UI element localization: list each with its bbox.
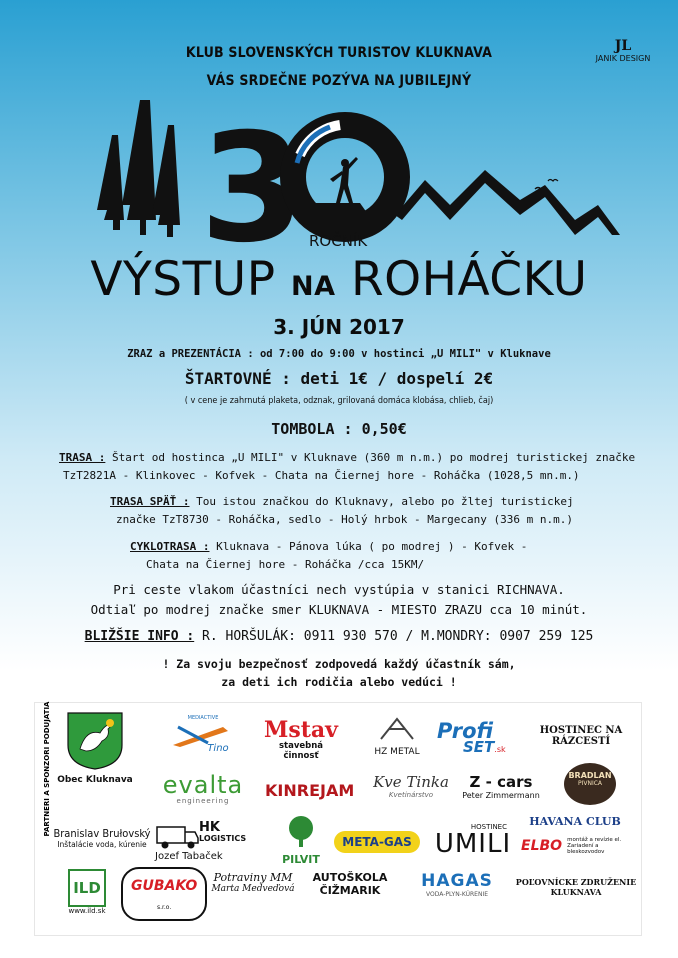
hk-sub: LOGISTICS	[199, 834, 247, 843]
zcars-sub: Peter Zimmermann	[462, 791, 540, 800]
profi-sk: .sk	[494, 745, 506, 754]
bradlan-sub: PIVNICA	[577, 780, 603, 787]
mstav-sub: stavebná činnosť	[278, 741, 324, 761]
tree-icon	[97, 100, 180, 237]
cyklo-line-2: Chata na Čiernej hore - Roháčka /cca 15KM/	[146, 558, 425, 571]
sponsor-ild	[55, 869, 119, 915]
trasa-text-1: Štart od hostinca „U MILI" v Kluknave (360 m n.m.) po modrej turistickej značke	[111, 451, 636, 464]
ild-name: ILD	[68, 869, 106, 907]
sponsor-pilvit	[271, 815, 331, 866]
sponsor-z-cars	[451, 773, 551, 800]
potraviny-sub: Marta Medveďová	[211, 884, 295, 894]
sponsor-kvetinka	[365, 773, 457, 799]
hz-label: HZ METAL	[374, 747, 420, 757]
brulovsky-name: Branislav Brułovský	[53, 827, 151, 840]
gubako-name: GUBAKO	[131, 878, 198, 894]
trasa-line-2: TzT2821A - Klinkovec - Kofvek - Chata na Čiernej hore - Roháčka (1028,5 mn.m.)	[63, 469, 580, 482]
sponsor-autoskola	[305, 871, 395, 897]
sponsor-hk-logistics	[155, 821, 275, 862]
mstav-name: Mstav	[264, 717, 338, 743]
mountain-range-icon	[395, 170, 620, 235]
hz-metal-logo-icon	[377, 715, 417, 743]
sponsor-hagas	[401, 871, 513, 898]
polovnicke-line-2: KLUKNAVA	[550, 887, 602, 897]
sponsor-kinrejam: KINREJAM	[265, 781, 355, 800]
sponsor-gubako	[121, 867, 207, 921]
hero-number-3: 3	[200, 102, 305, 270]
trasa-line-1	[59, 449, 659, 467]
profi-set-word: SET	[463, 738, 495, 756]
sponsor-hz-metal	[357, 715, 437, 757]
bird-icon	[548, 180, 558, 182]
valta-name: evalta	[162, 771, 244, 799]
sponsor-polovnicke-zdruzenie	[511, 877, 641, 897]
hagas-sub: VODA-PLYN-KÚRENIE	[425, 891, 489, 898]
hiker-icon	[330, 157, 358, 203]
sponsor-elbo	[521, 835, 641, 855]
gubako-sub: s.r.o.	[156, 904, 172, 911]
blizsie-text: R. HORŠULÁK: 0911 930 570 / M.MONDRY: 0907 259 125	[202, 629, 594, 644]
profi-word: Profi	[437, 719, 494, 743]
tombola-line: TOMBOLA : 0,50€	[271, 420, 407, 438]
event-date: 3. JÚN 2017	[273, 315, 405, 339]
autoskola-line-1: AUTOŠKOLA	[312, 871, 388, 884]
hagas-name: HAGAS	[421, 871, 493, 891]
brulovsky-sub: Inštalácie voda, kúrenie	[57, 840, 147, 849]
valta-sub: engineering	[176, 797, 230, 805]
sponsor-brulovsky	[47, 827, 157, 849]
designer-mark: JL	[614, 38, 632, 54]
sponsor-bradlan	[557, 763, 623, 805]
obec-label: Obec Kluknava	[57, 775, 133, 785]
tino-name: Tino	[207, 743, 229, 754]
title-part-1: VÝSTUP	[90, 252, 276, 307]
event-title	[0, 252, 678, 307]
sponsor-tino	[163, 715, 243, 754]
header-line-1: KLUB SLOVENSKÝCH TURISTOV KLUKNAVA	[185, 45, 493, 61]
umili-name: UMILI	[434, 829, 512, 859]
metagas-name: META-GAS	[334, 831, 419, 853]
pilvit-name: PILVIT	[282, 853, 320, 866]
blizsie-label: BLIŽŠIE INFO :	[84, 629, 195, 644]
autoskola-line-2: ČIŽMARIK	[319, 884, 381, 897]
hk-name: Jozef Tabaček	[155, 851, 223, 862]
cyklo-text-1: Kluknava - Pánova lúka ( po modrej ) - Kofvek -	[216, 540, 528, 553]
potraviny-name: Potraviny MM	[213, 871, 293, 884]
coat-of-arms-icon	[66, 711, 124, 771]
note-line-1: ! Za svoju bezpečnosť zodpovedá každý účastník sám,	[162, 657, 516, 671]
sponsor-obec-kluknava	[53, 711, 137, 785]
sponsor-u-mili	[433, 823, 513, 857]
trasa-spat-text-1: Tou istou značkou do Kluknavy, alebo po žltej turistickej	[196, 495, 574, 508]
sponsor-havana-club: HAVANA CLUB	[529, 815, 621, 828]
zcars-name: Z - cars	[469, 773, 533, 791]
trasa-spat-line-2: značke TzT8730 - Roháčka, sedlo - Holý hrbok - Margecany (336 m n.m.)	[116, 513, 573, 526]
elbo-sub: montáž a revízie el. Zariadení a bleskozvodov	[567, 836, 622, 855]
tree-logo-icon	[283, 815, 319, 849]
designer-name: JANIK DESIGN	[595, 54, 651, 63]
umili-small: HOSTINEC	[470, 823, 507, 831]
hk-title: HK	[199, 820, 220, 835]
polovnicke-line-1: POĽOVNÍCKE ZDRUŽENIE	[515, 877, 637, 887]
title-part-2: NA	[291, 271, 336, 302]
bradlan-name: BRADLAN	[568, 771, 612, 780]
ild-web: www.ild.sk	[68, 907, 106, 915]
trasa-spat-block	[110, 493, 670, 529]
cyklo-block	[130, 538, 630, 574]
trasa-label: TRASA :	[59, 451, 106, 464]
cyklo-label: CYKLOTRASA :	[130, 540, 210, 553]
trasa-block	[59, 449, 659, 485]
note-line-2: za deti ich rodičia alebo vedúci !	[221, 675, 457, 689]
startovne-line: ŠTARTOVNÉ : deti 1€ / dospelí 2€	[184, 369, 494, 388]
sponsor-meta-gas	[329, 831, 425, 853]
sponsor-hostinec-razcesti: HOSTINEC NA RÁZCESTÍ	[539, 725, 623, 747]
sponsors-panel	[34, 702, 642, 936]
vlak-line-1: Pri ceste vlakom účastníci nech vystúpia v stanici RICHNAVA.	[113, 582, 565, 597]
blizsie-info-line	[0, 629, 678, 644]
zraz-line: ZRAZ a PREZENTÁCIA : od 7:00 do 9:00 v hostinci „U MILI" v Kluknave	[127, 348, 551, 360]
trasa-spat-line-1	[110, 493, 670, 511]
cyklo-line-1	[130, 538, 630, 556]
van-icon	[155, 821, 199, 851]
kvetinka-sub: Kvetinárstvo	[388, 791, 434, 799]
tino-small: MEDIACTIVE	[187, 715, 219, 721]
rocnik-label: ROČNÍK	[309, 232, 368, 250]
sponsor-mstav	[261, 719, 341, 761]
header-line-2: VÁS SRDEČNE POZÝVA NA JUBILEJNÝ	[206, 73, 472, 89]
sponsors-vertical-label: PARTNERI A SPONZORI PODUJATIA	[43, 701, 51, 837]
sponsor-potraviny-mm	[207, 871, 299, 894]
title-part-3: ROHÁČKU	[350, 252, 588, 307]
kvetinka-name: Kve Tinka	[373, 773, 449, 791]
sponsor-profi-set	[437, 719, 527, 756]
sponsor-valta	[153, 773, 253, 805]
elbo-name: ELBO	[521, 838, 563, 854]
startovne-note: ( v cene je zahrnutá plaketa, odznak, grilovaná domáca klobása, chlieb, čaj)	[184, 396, 494, 406]
vlak-line-2: Odtiaľ po modrej značke smer KLUKNAVA - MIESTO ZRAZU cca 10 minút.	[90, 602, 588, 617]
trasa-spat-label: TRASA SPÄŤ :	[110, 495, 190, 508]
